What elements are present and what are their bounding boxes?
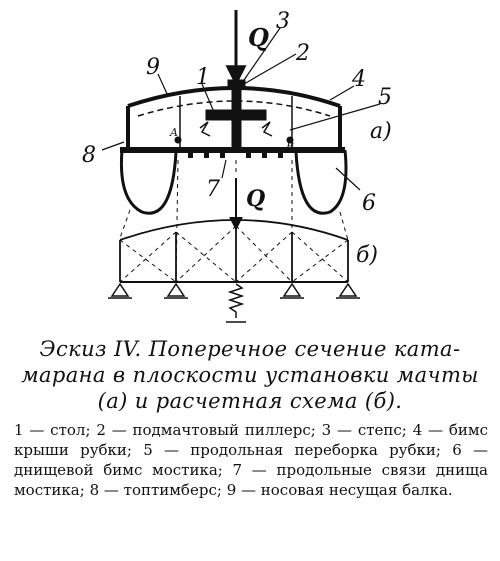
label-4: 4 (352, 67, 366, 92)
cross-section-a (102, 10, 380, 282)
legend-item: 3 — степс; (321, 421, 407, 439)
label-1: 1 (196, 65, 210, 90)
hull-left (121, 150, 176, 213)
legend-item: 5 — продольная переборка рубки; (143, 441, 441, 459)
calculation-scheme-b (108, 220, 360, 322)
legend-item: 8 — топтимберс; (89, 481, 222, 499)
label-8: 8 (82, 143, 96, 168)
legend-item: 2 — подмачтовый пиллерс; (96, 421, 316, 439)
hull-right (296, 150, 346, 213)
label-6: 6 (362, 191, 376, 216)
figure-caption (10, 336, 490, 414)
scheme-verticals (120, 226, 348, 282)
bracket-right (262, 122, 272, 136)
mast-step (228, 80, 245, 88)
bottom-ties (188, 153, 283, 158)
scheme-arch (120, 220, 348, 240)
label-2: 2 (296, 41, 310, 66)
projection-lines (120, 160, 348, 282)
label-force-top: Q (248, 23, 269, 52)
table (206, 110, 266, 120)
label-part-a: а) (370, 119, 392, 144)
legend-item: 9 — носовая несущая балка. (226, 481, 453, 499)
label-3: 3 (276, 9, 290, 34)
legend-item: 6 — днищевой бимс мостика; (14, 441, 488, 479)
legend-item: 1 — стол; (14, 421, 91, 439)
scheme-diagonals (120, 226, 348, 282)
label-point-b: B (286, 140, 295, 153)
label-7: 7 (206, 177, 220, 202)
bracket-left (200, 122, 210, 136)
label-point-a: A (170, 126, 178, 139)
caption-line-2: марана в плоскости установки мачты (21, 363, 479, 387)
legend-item: 4 — бимс крыши рубки; (14, 421, 488, 459)
label-5: 5 (378, 85, 392, 110)
label-force-mid: Q (246, 186, 266, 212)
legend-item: 7 — продольные связи днища мостика; (14, 461, 488, 499)
spring-support (230, 284, 242, 318)
label-9: 9 (146, 55, 160, 80)
figure-legend (14, 420, 488, 500)
caption-line-3: (а) и расчетная схема (б). (97, 389, 403, 413)
caption-line-1: Эскиз IV. Поперечное сечение ката- (39, 337, 461, 361)
label-part-b: б) (356, 243, 379, 268)
